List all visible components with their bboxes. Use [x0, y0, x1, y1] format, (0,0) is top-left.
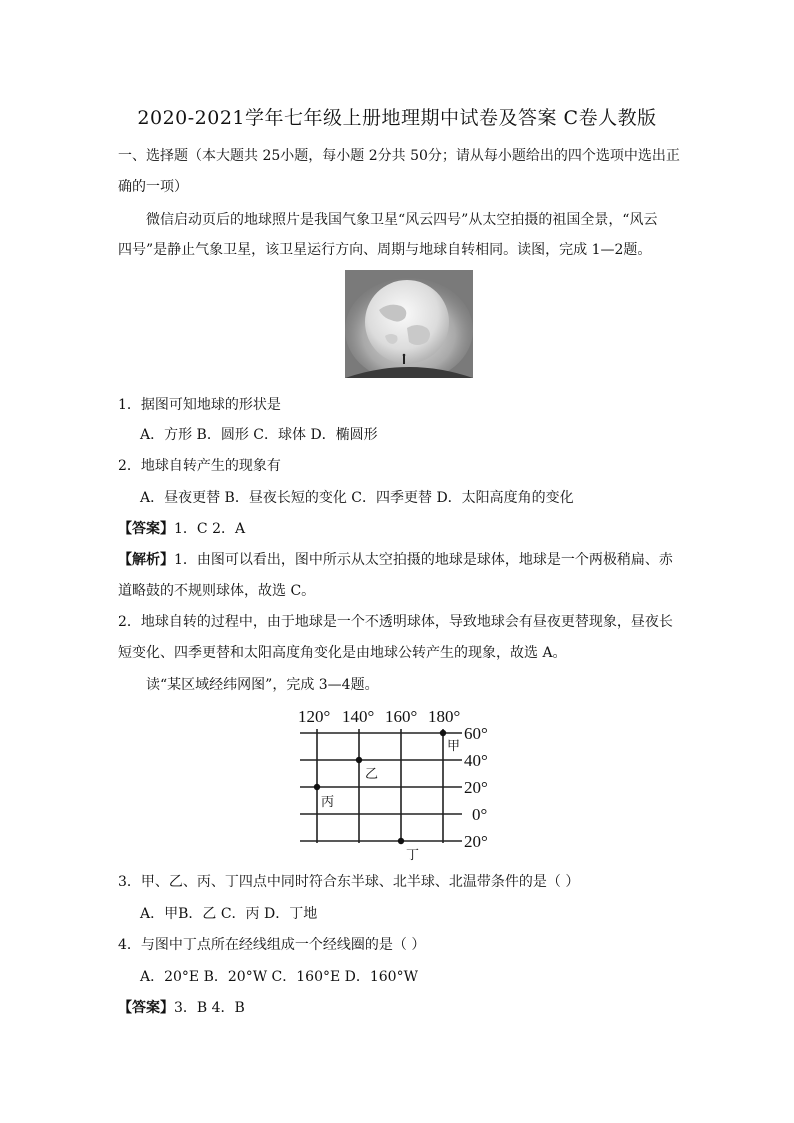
analysis-line4: 短变化、四季更替和太阳高度角变化是由地球公转产生的现象，故选 A。 — [118, 645, 567, 661]
q4-options: A．20°E B．20°W C．160°E D．160°W — [140, 969, 418, 985]
section-heading-line1: 一、选择题（本大题共 25小题，每小题 2分共 50分；请从每小题给出的四个选项中选出正 — [118, 148, 680, 164]
intro-paragraph-line1: 微信启动页后的地球照片是我国气象卫星“风云四号”从太空拍摄的祖国全景，“风云 — [146, 212, 658, 228]
point-ding-dot — [398, 838, 404, 844]
lat-label-60: 60° — [464, 724, 488, 743]
answer2-text: 3．B 4．B — [174, 1000, 245, 1016]
q2-stem: 2．地球自转产生的现象有 — [118, 458, 281, 474]
q1-stem: 1．据图可知地球的形状是 — [118, 397, 281, 413]
analysis-line2: 道略鼓的不规则球体，故选 C。 — [118, 583, 316, 599]
answer-label: 【答案】 — [118, 521, 174, 537]
earth-photo — [345, 270, 473, 378]
point-bing-label: 丙 — [321, 795, 335, 810]
earth-photo-graphic — [345, 270, 473, 378]
lat-label-0: 0° — [472, 805, 488, 824]
q3-options: A．甲B．乙 C．丙 D．丁地 — [140, 906, 318, 922]
point-yi-dot — [356, 757, 362, 763]
lon-label-120: 120° — [298, 707, 331, 726]
intro-paragraph-line2: 四号”是静止气象卫星，该卫星运行方向、周期与地球自转相同。读图，完成 1—2题。 — [118, 242, 652, 258]
intro2-paragraph: 读“某区域经纬网图”，完成 3—4题。 — [146, 677, 379, 693]
lat-long-grid-figure — [292, 703, 502, 869]
lat-label-20s: 20° — [464, 832, 488, 851]
point-bing-dot — [314, 784, 320, 790]
analysis-text-1: 1．由图可以看出，图中所示从太空拍摄的地球是球体，地球是一个两极稍扁、赤 — [174, 552, 673, 568]
answer-text: 1．C 2．A — [174, 521, 246, 537]
point-jia-label: 甲 — [447, 739, 461, 754]
analysis-label: 【解析】 — [118, 552, 174, 568]
analysis-line3: 2．地球自转的过程中，由于地球是一个不透明球体，导致地球会有昼夜更替现象，昼夜长 — [118, 614, 673, 630]
section-heading-line2: 确的一项） — [118, 179, 188, 195]
q1-options: A．方形 B．圆形 C．球体 D．椭圆形 — [140, 427, 378, 443]
lat-label-20n: 20° — [464, 778, 488, 797]
lon-label-180: 180° — [428, 707, 461, 726]
q2-options: A．昼夜更替 B．昼夜长短的变化 C．四季更替 D．太阳高度角的变化 — [140, 490, 574, 506]
lon-label-140: 140° — [342, 707, 375, 726]
answer2-label: 【答案】 — [118, 1000, 174, 1016]
page-title: 2020-2021学年七年级上册地理期中试卷及答案 C卷人教版 — [137, 107, 657, 129]
answer-3-4 — [118, 998, 688, 1018]
lon-label-160: 160° — [385, 707, 418, 726]
point-yi-label: 乙 — [365, 767, 379, 782]
point-jia-dot — [440, 730, 446, 736]
q3-stem: 3．甲、乙、丙、丁四点中同时符合东半球、北半球、北温带条件的是（ ） — [118, 874, 580, 890]
analysis-line1 — [118, 550, 688, 570]
lat-long-grid — [292, 703, 502, 865]
lat-label-40: 40° — [464, 751, 488, 770]
q4-stem: 4．与图中丁点所在经线组成一个经线圈的是（ ） — [118, 937, 426, 953]
point-ding-label: 丁 — [406, 848, 420, 863]
answer-1-2 — [118, 519, 688, 539]
grid-lines — [300, 729, 462, 843]
